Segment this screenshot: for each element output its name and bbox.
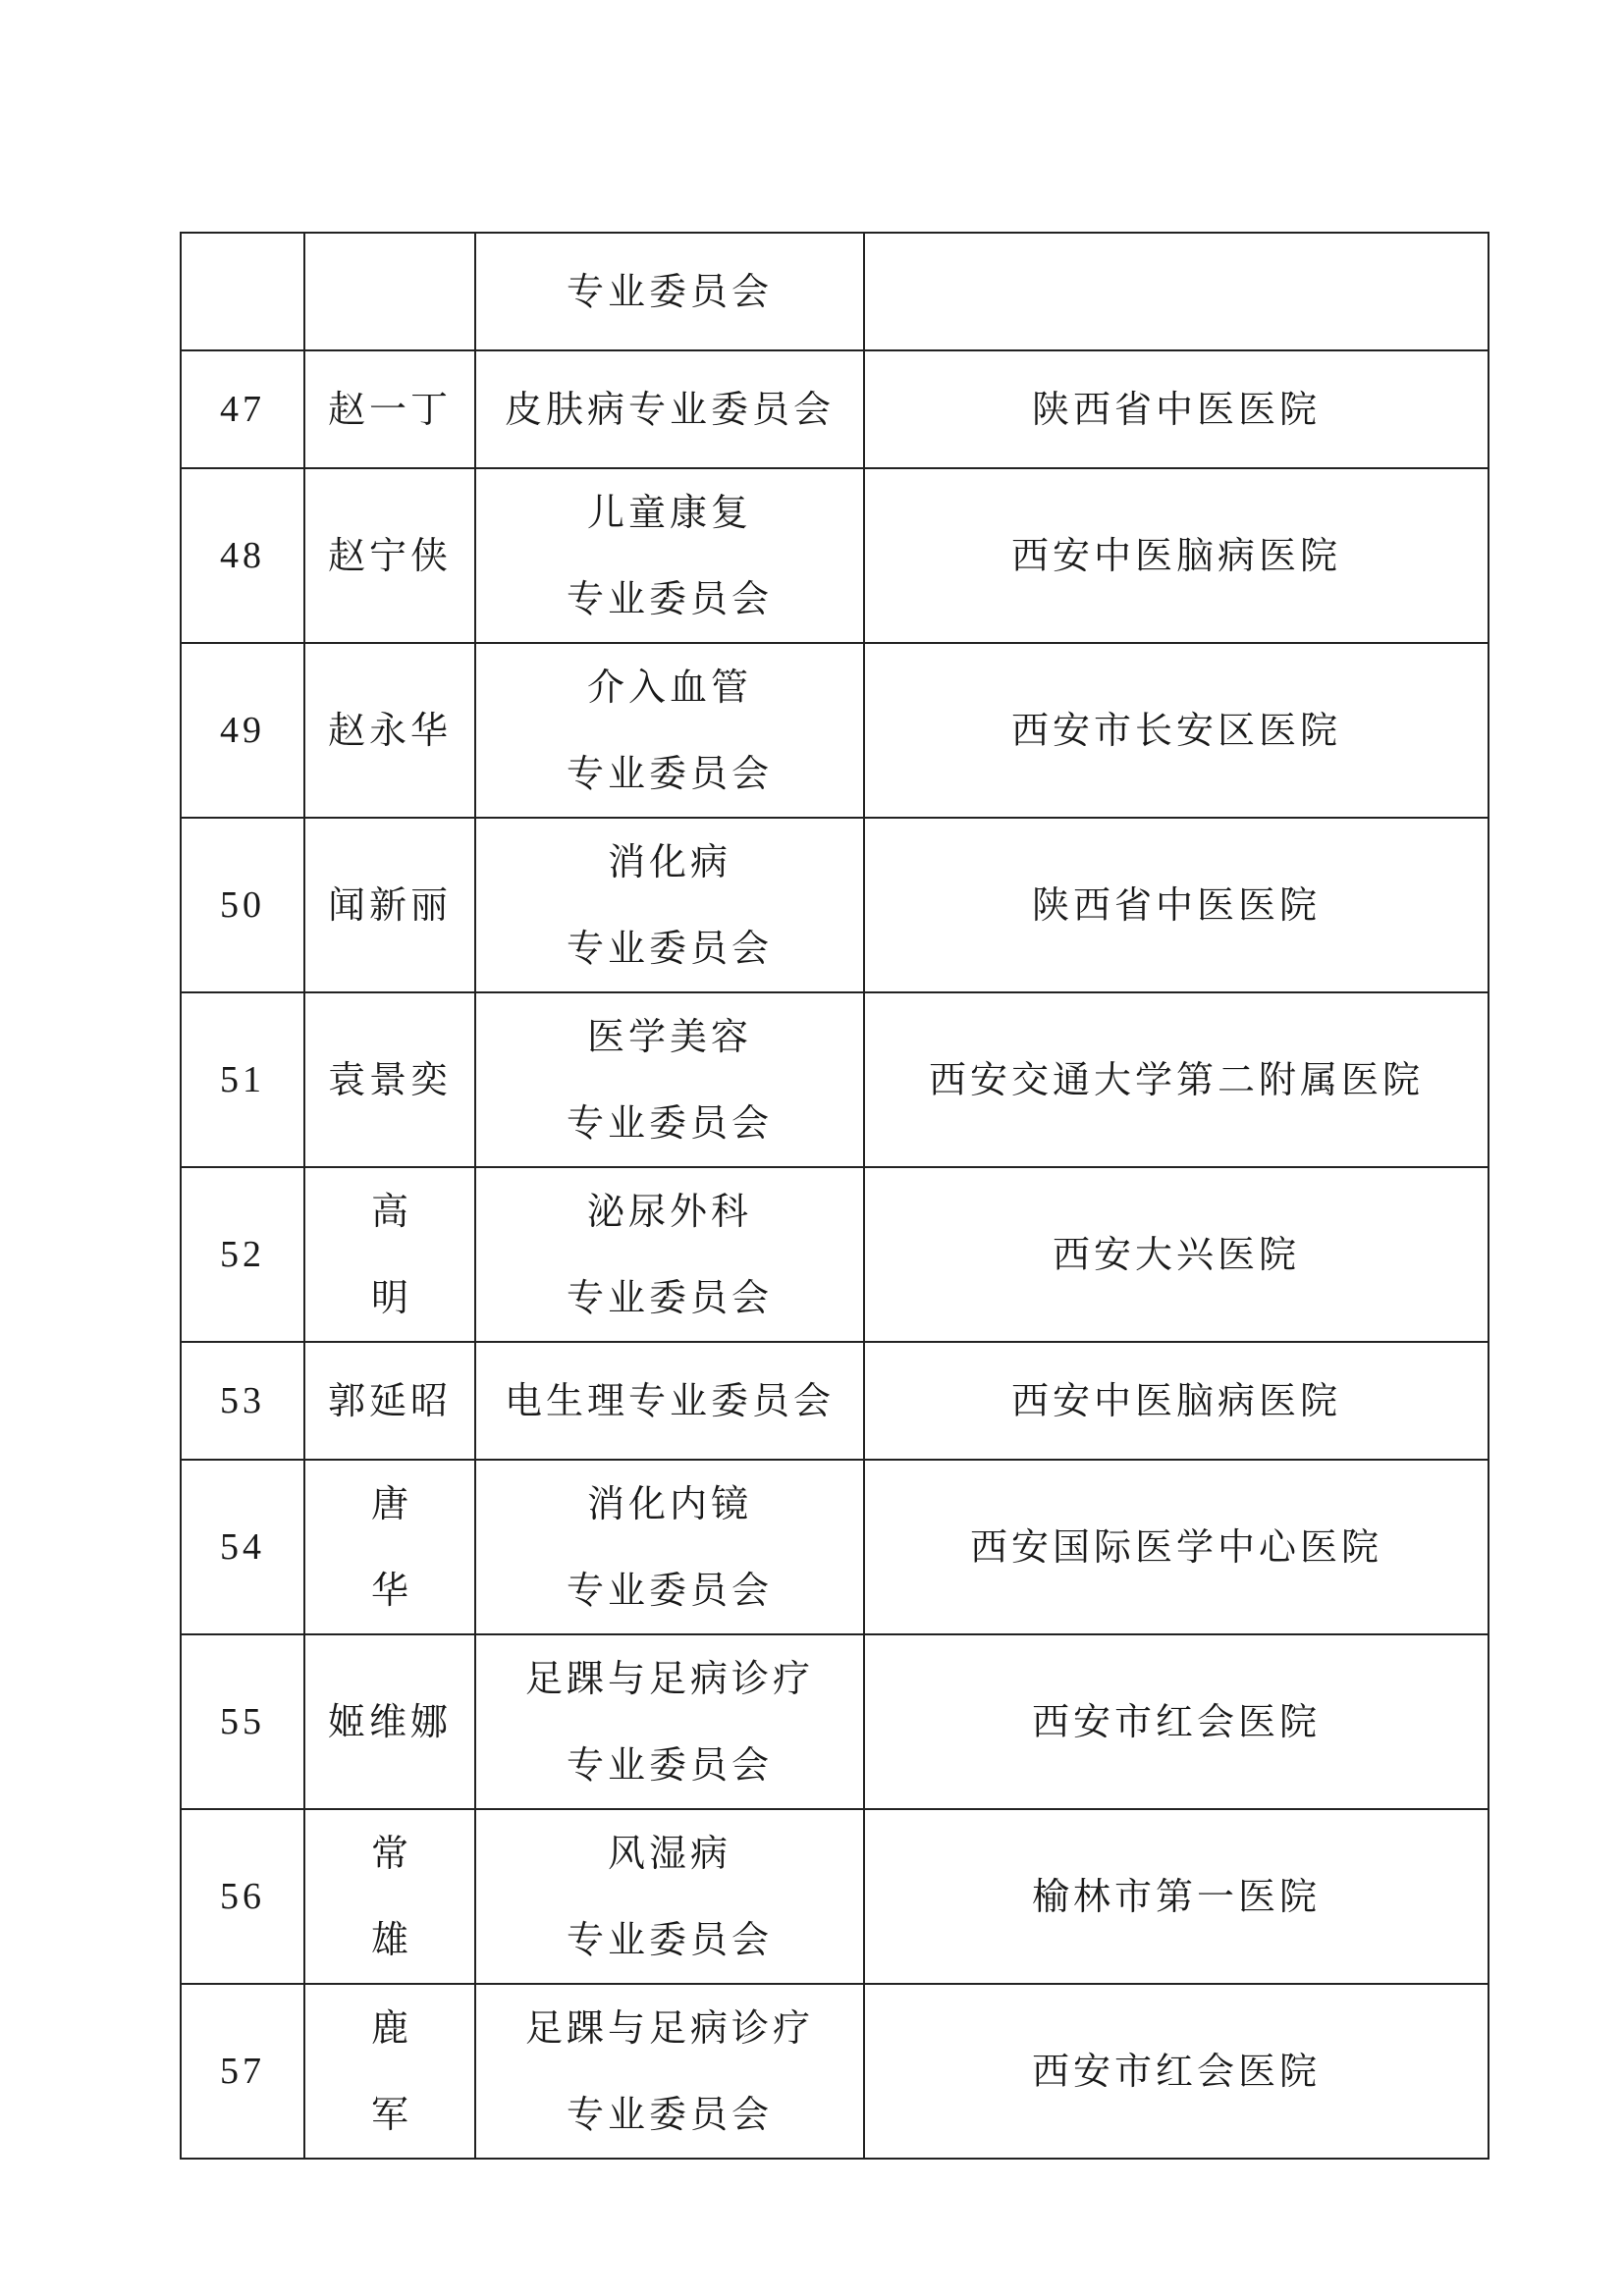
member-name: 赵永华: [304, 643, 475, 818]
member-table: [180, 232, 1489, 2160]
committee-cell: [475, 1634, 864, 1809]
hospital-name: 陕西省中医医院: [864, 818, 1489, 992]
committee-cell: [475, 1984, 864, 2159]
row-number: 55: [181, 1634, 304, 1809]
table-row: [181, 1984, 1489, 2159]
committee-cell: [475, 1167, 864, 1342]
committee-line: 医学美容: [586, 1015, 752, 1058]
row-number: 53: [181, 1342, 304, 1460]
hospital-name: 西安交通大学第二附属医院: [864, 992, 1489, 1167]
hospital-name: 西安市红会医院: [864, 1634, 1489, 1809]
committee-line: 消化内镜: [586, 1482, 752, 1525]
committee-cell: [475, 643, 864, 818]
committee-line: 风湿病: [607, 1832, 731, 1875]
committee-line: 专业委员会: [566, 2093, 773, 2136]
committee-line: 消化病: [607, 840, 731, 883]
committee-line: 儿童康复: [586, 491, 752, 534]
member-name: 闻新丽: [304, 818, 475, 992]
table-row: [181, 350, 1489, 468]
committee-line: 皮肤病专业委员会: [504, 388, 835, 431]
table-row: [181, 468, 1489, 643]
committee-line: 泌尿外科: [586, 1190, 752, 1233]
table-row: [181, 818, 1489, 992]
hospital-name: 西安大兴医院: [864, 1167, 1489, 1342]
row-number: 47: [181, 350, 304, 468]
table-row: [181, 643, 1489, 818]
committee-cell: [475, 1460, 864, 1634]
committee-line: 介入血管: [586, 666, 752, 709]
table-row: [181, 1342, 1489, 1460]
committee-cell: [475, 818, 864, 992]
committee-cell: [475, 1809, 864, 1984]
row-number: 49: [181, 643, 304, 818]
row-number: 57: [181, 1984, 304, 2159]
row-number: 54: [181, 1460, 304, 1634]
hospital-name: 榆林市第一医院: [864, 1809, 1489, 1984]
row-number: 50: [181, 818, 304, 992]
member-name: 郭延昭: [304, 1342, 475, 1460]
hospital-name: [864, 233, 1489, 350]
hospital-name: 西安中医脑病医院: [864, 468, 1489, 643]
table-row: [181, 233, 1489, 350]
member-name: 高明: [304, 1167, 475, 1342]
row-number: 52: [181, 1167, 304, 1342]
committee-cell: [475, 233, 864, 350]
row-number: 56: [181, 1809, 304, 1984]
committee-cell: [475, 350, 864, 468]
row-number: 48: [181, 468, 304, 643]
committee-cell: [475, 992, 864, 1167]
hospital-name: 西安国际医学中心医院: [864, 1460, 1489, 1634]
member-name: 袁景奕: [304, 992, 475, 1167]
table-row: [181, 992, 1489, 1167]
committee-line: 专业委员会: [566, 577, 773, 620]
table-row: [181, 1809, 1489, 1984]
table-row: [181, 1634, 1489, 1809]
committee-line: 专业委员会: [566, 927, 773, 970]
committee-line: 专业委员会: [566, 270, 773, 313]
hospital-name: 西安市红会医院: [864, 1984, 1489, 2159]
member-table-body: [181, 233, 1489, 2159]
member-name: 唐华: [304, 1460, 475, 1634]
member-name: 鹿军: [304, 1984, 475, 2159]
member-name: [304, 233, 475, 350]
member-name: 常雄: [304, 1809, 475, 1984]
committee-line: 专业委员会: [566, 1101, 773, 1145]
committee-line: 专业委员会: [566, 752, 773, 795]
row-number: 51: [181, 992, 304, 1167]
member-name: 赵宁侠: [304, 468, 475, 643]
committee-line: 专业委员会: [566, 1276, 773, 1319]
committee-line: 电生理专业委员会: [504, 1379, 835, 1422]
committee-line: 足踝与足病诊疗: [524, 2006, 814, 2050]
committee-cell: [475, 468, 864, 643]
committee-line: 专业委员会: [566, 1743, 773, 1787]
table-row: [181, 1167, 1489, 1342]
member-name: 赵一丁: [304, 350, 475, 468]
row-number: [181, 233, 304, 350]
committee-line: 足踝与足病诊疗: [524, 1657, 814, 1700]
table-row: [181, 1460, 1489, 1634]
member-name: 姬维娜: [304, 1634, 475, 1809]
committee-cell: [475, 1342, 864, 1460]
hospital-name: 西安中医脑病医院: [864, 1342, 1489, 1460]
hospital-name: 陕西省中医医院: [864, 350, 1489, 468]
hospital-name: 西安市长安区医院: [864, 643, 1489, 818]
committee-line: 专业委员会: [566, 1569, 773, 1612]
committee-line: 专业委员会: [566, 1918, 773, 1961]
